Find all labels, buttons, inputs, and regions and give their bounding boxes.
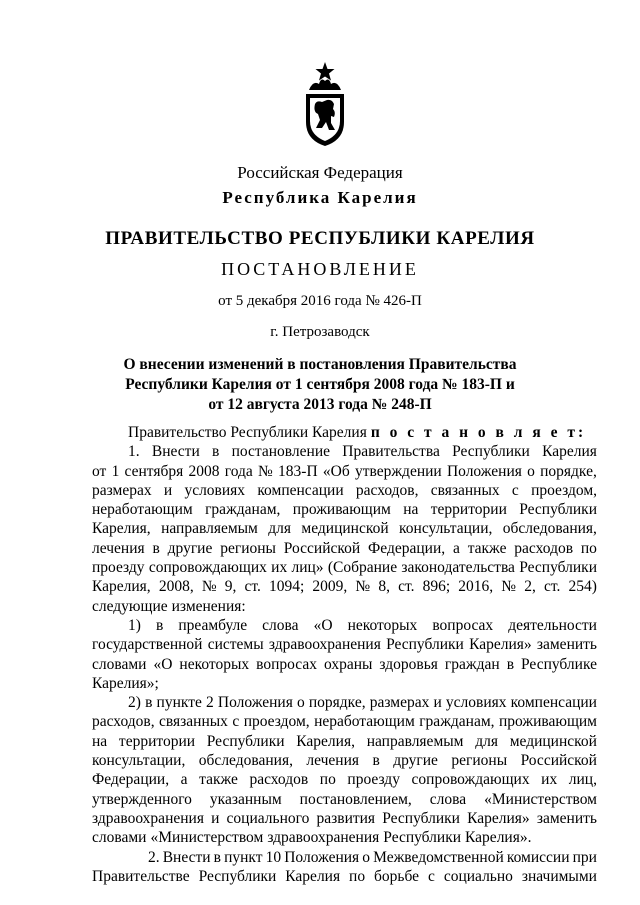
word: неработающим — [92, 501, 193, 519]
word: Положения — [217, 694, 293, 712]
word: борьбе — [374, 867, 420, 885]
word: Республики — [206, 732, 285, 750]
word: их — [541, 771, 558, 789]
word: № — [355, 578, 371, 596]
word: Карелия, — [92, 578, 151, 596]
body-line — [92, 635, 597, 654]
word: «Министерством — [150, 829, 264, 847]
word: размерах — [92, 481, 152, 499]
word: развития — [316, 809, 376, 827]
word: Российской — [520, 752, 597, 770]
word: с — [232, 713, 240, 731]
word: связанных — [159, 713, 228, 731]
word: по — [349, 867, 366, 885]
republic-name: Республика Карелия — [222, 188, 418, 207]
body-line — [92, 500, 597, 519]
word: проездом, — [531, 481, 597, 499]
word: словами — [92, 829, 147, 847]
body-line — [92, 809, 597, 828]
word: Карелия». — [465, 829, 532, 847]
word: Республике — [521, 655, 597, 673]
word: «О — [313, 616, 333, 634]
word: и — [433, 694, 442, 712]
word: «О — [153, 655, 173, 673]
decree-date-number: от 5 декабря 2016 года № 426-П — [218, 293, 422, 309]
word: некоторых — [179, 655, 250, 673]
word: компенсации — [510, 694, 597, 712]
word: № — [501, 578, 517, 596]
word: по — [319, 771, 336, 789]
word: следующие — [92, 597, 168, 615]
word: Республики — [519, 501, 597, 519]
word: 2) — [128, 694, 141, 712]
word: сентября — [124, 462, 184, 480]
word: обследования, — [198, 752, 293, 770]
word: Карелия — [542, 443, 597, 461]
word: 2, — [524, 578, 536, 596]
word: для — [475, 732, 498, 750]
word: регионы — [451, 752, 508, 770]
word: слова — [429, 790, 467, 808]
word: о — [527, 462, 535, 480]
word: 2 — [206, 694, 214, 712]
word: словами — [92, 655, 147, 673]
word: о — [296, 694, 305, 712]
word: от — [92, 462, 107, 480]
word: Правительства — [342, 443, 440, 461]
word: направляемым — [161, 520, 258, 538]
word: проживающим — [498, 713, 597, 731]
subject-line: О внесении изменений в постановления Правительства — [123, 356, 517, 373]
word: также — [467, 539, 507, 557]
word: вопросах — [432, 616, 494, 634]
word: в — [155, 616, 164, 634]
word: Республики — [198, 867, 277, 885]
word: 2008, — [158, 578, 194, 596]
body-line — [92, 848, 597, 867]
word: регионы — [220, 539, 276, 557]
word: компенсации — [257, 481, 344, 499]
word: на — [92, 732, 108, 750]
word: ст. — [398, 578, 415, 596]
body-line — [92, 693, 597, 712]
word: утвержденного — [92, 790, 192, 808]
word: вопросах — [256, 655, 317, 673]
body-line — [92, 790, 597, 809]
body-line — [92, 442, 597, 461]
word: Карелия, — [92, 520, 151, 538]
word: неработающим — [314, 713, 415, 731]
word: 2008 — [188, 462, 220, 480]
word: Правительстве — [92, 867, 190, 885]
word: лиц» — [291, 559, 324, 577]
word: на — [403, 501, 419, 519]
word: а — [452, 539, 460, 557]
word: некоторых — [347, 616, 418, 634]
word: Положения — [446, 462, 522, 480]
body-line — [92, 577, 597, 596]
word: расходов — [249, 771, 309, 789]
word: Республики — [382, 809, 460, 827]
word: здравоохранения — [267, 829, 380, 847]
word: 2009, — [312, 578, 348, 596]
word: в — [212, 443, 220, 461]
word: пункте — [156, 694, 202, 712]
word: 1. — [128, 443, 140, 461]
body-intro — [92, 423, 597, 442]
word: медицинской — [301, 520, 389, 538]
word: сопровождающих — [411, 771, 530, 789]
word: Карелия, — [296, 732, 355, 750]
word: Республики — [386, 636, 464, 654]
word: проезду — [92, 559, 145, 577]
word: проезду — [347, 771, 400, 789]
word: в — [372, 752, 380, 770]
word: граждан — [444, 655, 500, 673]
body-line — [92, 732, 597, 751]
word: Межведомственной — [373, 848, 504, 866]
word: 1094; — [268, 578, 305, 596]
word: территории — [118, 732, 196, 750]
decree-body — [92, 423, 597, 886]
word: связанных — [430, 481, 500, 499]
body-line — [92, 751, 597, 770]
word: другие — [393, 752, 438, 770]
word: по — [580, 539, 597, 557]
word: в — [213, 848, 221, 866]
subject-line: Республики Карелия от 1 сентября 2008 года № 183-П и — [125, 376, 515, 393]
word: Республики — [452, 443, 530, 461]
word: консультации, — [92, 752, 186, 770]
word: 1 — [111, 462, 120, 480]
word: расходов — [514, 539, 574, 557]
word: слова — [262, 616, 299, 634]
word: пункт — [224, 848, 263, 866]
word: ст. — [543, 578, 561, 596]
word: лиц, — [568, 771, 597, 789]
karelia-coat-of-arms-icon — [303, 60, 347, 148]
word: территории — [430, 501, 507, 519]
word: Положения — [284, 848, 360, 866]
word: 10 — [265, 848, 282, 866]
word: расходов, — [92, 713, 155, 731]
word: 8, — [378, 578, 390, 596]
word: (Собрание — [327, 559, 398, 577]
body-line — [92, 519, 597, 538]
word: проездом, — [243, 713, 310, 731]
body-line — [92, 712, 597, 731]
word: Республики — [383, 829, 462, 847]
body-line — [92, 481, 597, 500]
word: лечения — [92, 539, 145, 557]
word: значимыми — [521, 867, 597, 885]
word: и — [211, 809, 220, 827]
country-name: Российская Федерация — [237, 163, 403, 182]
word: охраны — [323, 655, 373, 673]
word: 9, — [224, 578, 237, 596]
word: ст. — [244, 578, 261, 596]
word: условиях — [184, 481, 246, 499]
word: социального — [226, 809, 310, 827]
word: Федерации, — [368, 539, 446, 557]
decree-type: ПОСТАНОВЛЕНИЕ — [221, 259, 419, 279]
word: о — [362, 848, 371, 866]
word: изменения: — [171, 597, 246, 615]
word: консультации, — [399, 520, 493, 538]
word: медицинской — [509, 732, 597, 750]
body-line — [92, 616, 597, 635]
word: а — [180, 771, 188, 789]
word: 1) — [128, 616, 141, 634]
word: заменить — [536, 636, 597, 654]
word: также — [199, 771, 238, 789]
body-line — [92, 462, 597, 481]
word: условиях — [445, 694, 507, 712]
word: размерах — [369, 694, 430, 712]
word: законодательства — [401, 559, 515, 577]
word: Карелия» — [467, 809, 530, 827]
word: Внести — [162, 848, 211, 866]
word: № — [201, 578, 217, 596]
word: преамбуле — [178, 616, 248, 634]
word: Карелия — [285, 867, 341, 885]
word: с — [428, 867, 435, 885]
word: направляемым — [366, 732, 464, 750]
decree-subject — [0, 355, 640, 415]
word: порядке, — [308, 694, 366, 712]
word: гражданам, — [205, 501, 281, 519]
intro-verb: п о с т а н о в л я е т: — [370, 424, 587, 441]
word: проживающим — [292, 501, 391, 519]
word: системы — [207, 636, 264, 654]
word: 183-П — [278, 462, 318, 480]
word: Карелия» — [469, 636, 532, 654]
body-line — [92, 674, 597, 693]
word: социально — [443, 867, 513, 885]
word: при — [572, 848, 597, 866]
word: заменить — [536, 809, 597, 827]
word: и — [163, 481, 173, 499]
word: здоровья — [379, 655, 438, 673]
word: «Об — [322, 462, 350, 480]
word: здравоохранения — [92, 809, 204, 827]
word: здравоохранения — [268, 636, 381, 654]
word: утверждении — [354, 462, 442, 480]
word: указанным — [209, 790, 282, 808]
word: в — [152, 539, 160, 557]
word: гражданам, — [419, 713, 495, 731]
word: с — [511, 481, 519, 499]
body-line — [92, 655, 597, 674]
word: государственной — [92, 636, 203, 654]
subject-line: от 12 августа 2013 года № 248-П — [208, 396, 432, 413]
word: постановлением, — [299, 790, 412, 808]
word: деятельности — [508, 616, 597, 634]
word: постановление — [231, 443, 331, 461]
word: 2016, — [458, 578, 494, 596]
word: Федерации, — [92, 771, 170, 789]
word: комиссии — [506, 848, 570, 866]
word: Республики — [519, 559, 597, 577]
body-line — [92, 597, 597, 616]
word: 896; — [422, 578, 451, 596]
word: 2. — [148, 848, 160, 866]
word: 254) — [568, 578, 597, 596]
word: № — [258, 462, 273, 480]
word: в — [506, 655, 515, 673]
word: года — [224, 462, 253, 480]
body-line — [92, 867, 597, 886]
body-line — [92, 828, 597, 847]
word: обследования, — [502, 520, 597, 538]
word: «Министерством — [484, 790, 597, 808]
body-line — [92, 770, 597, 789]
word: Карелия»; — [92, 674, 159, 692]
word: их — [271, 559, 288, 577]
word: сопровождающих — [148, 559, 267, 577]
word: Внести — [151, 443, 200, 461]
intro-text: Правительство Республики Карелия — [128, 424, 367, 441]
body-line — [92, 558, 597, 577]
body-line — [92, 539, 597, 558]
word: порядке, — [540, 462, 597, 480]
word: в — [145, 694, 153, 712]
word: расходов, — [355, 481, 419, 499]
decree-city: г. Петрозаводск — [270, 324, 370, 340]
word: лечения — [306, 752, 360, 770]
word: Российской — [283, 539, 361, 557]
word: другие — [167, 539, 213, 557]
word: для — [268, 520, 292, 538]
government-title: ПРАВИТЕЛЬСТВО РЕСПУБЛИКИ КАРЕЛИЯ — [105, 228, 535, 249]
